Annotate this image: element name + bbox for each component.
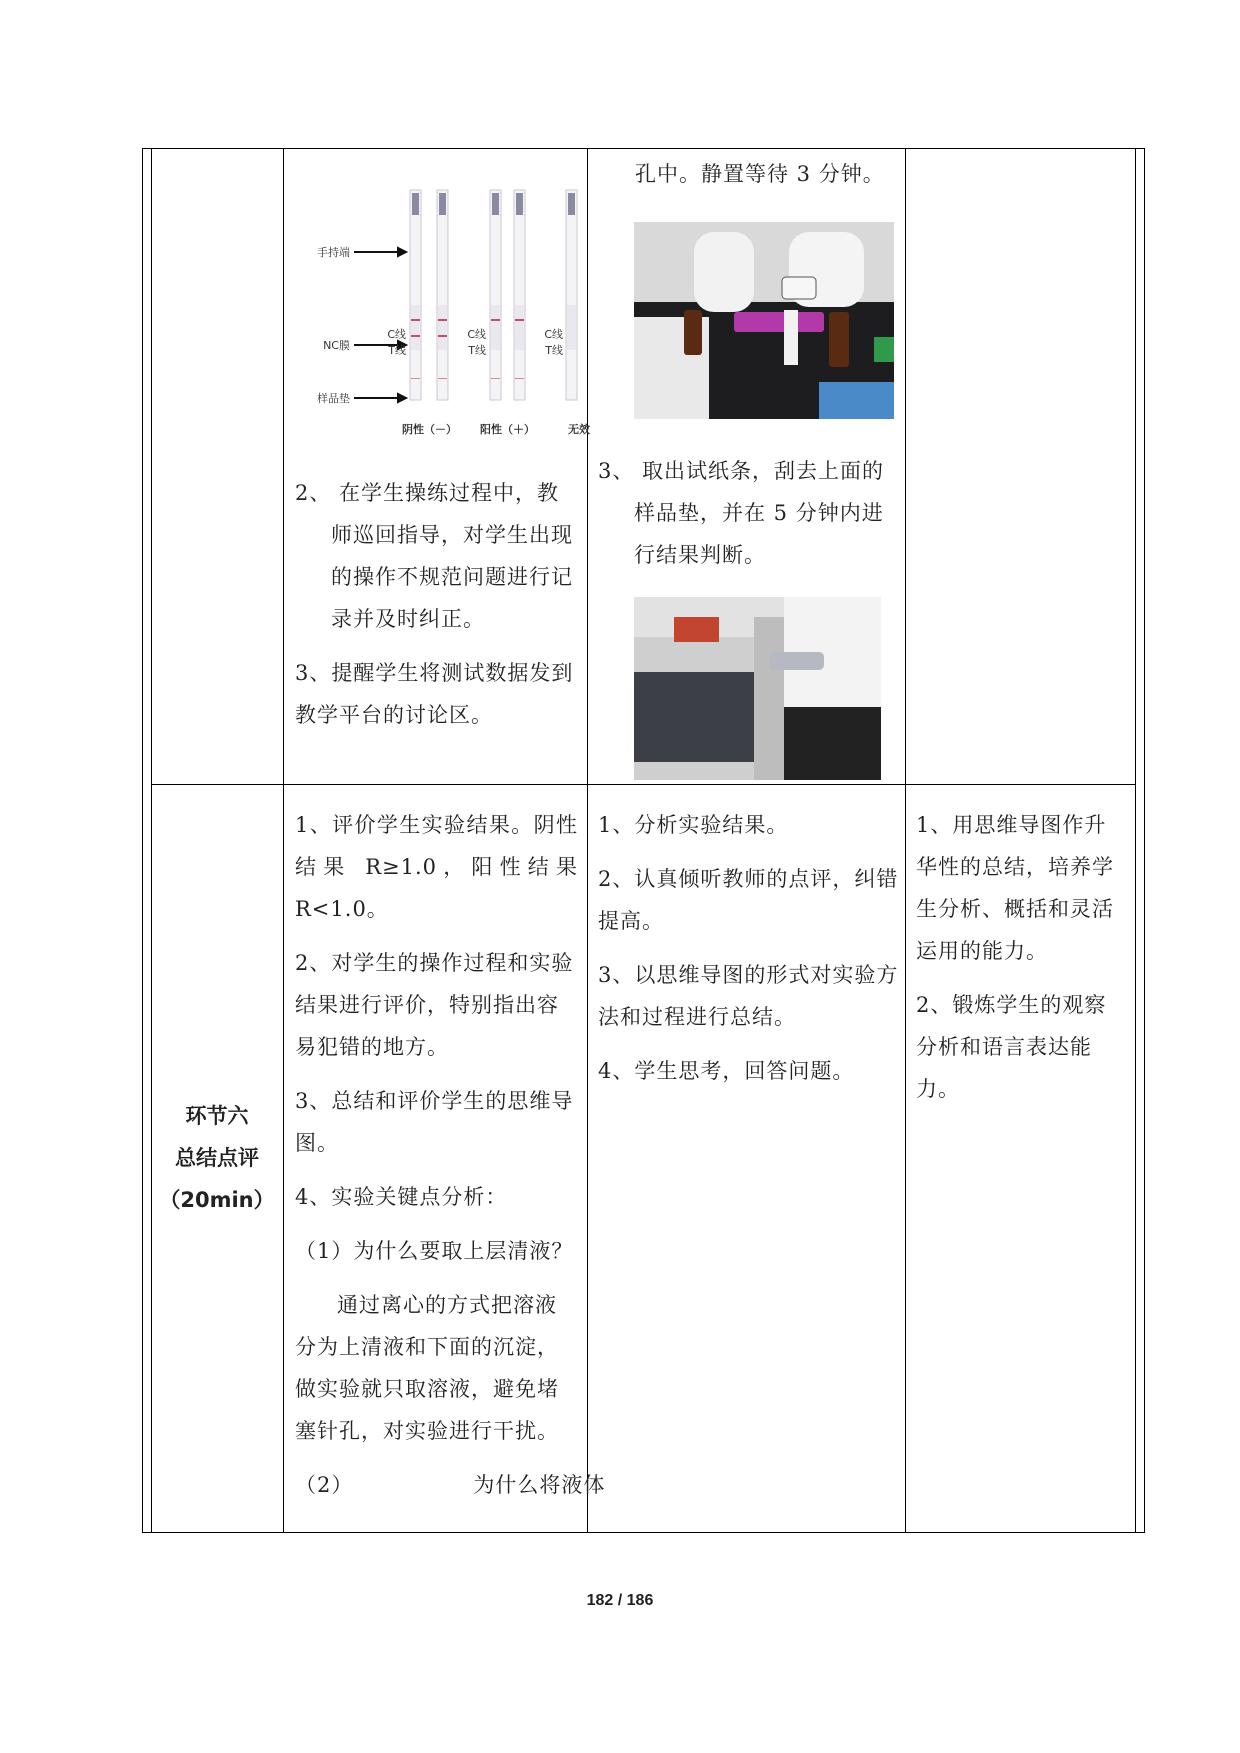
- c-line-mark: [515, 319, 524, 321]
- question-1: （1）为什么要取上层清液？: [295, 1239, 574, 1263]
- stage-duration: （20min）: [159, 1188, 275, 1212]
- column-divider-3: [905, 148, 906, 1533]
- t-line-mark: [438, 335, 447, 337]
- table-left-border-outer: [142, 148, 143, 1533]
- lab-photo-incubation: [634, 222, 894, 419]
- evaluate-process: 2、对学生的操作过程和实验结果进行评价，特别指出容易犯错的地方。: [295, 951, 574, 1059]
- question-2-number: （2）: [295, 1473, 354, 1497]
- c-line-mark: [438, 319, 447, 321]
- sample-pad-label: 样品垫: [317, 392, 350, 405]
- question-2: [295, 1464, 606, 1506]
- student-listen: 2、认真倾听教师的点评，纠错提高。: [598, 867, 899, 933]
- handle-label: 手持端: [317, 246, 350, 259]
- page-number: 182 / 186: [586, 1592, 654, 1609]
- c-line-label: C线: [467, 328, 486, 341]
- t-line-label: T线: [468, 344, 486, 357]
- teacher-step-3: 3、提醒学生将测试数据发到教学平台的讨论区。: [295, 661, 574, 727]
- lab-photo-reader-svg: [634, 597, 881, 780]
- table-left-border-inner: [151, 148, 152, 1533]
- student-answer: 4、学生思考，回答问题。: [598, 1059, 855, 1083]
- evaluate-mindmap: 3、总结和评价学生的思维导图。: [295, 1089, 574, 1155]
- lab-photo-reader: [634, 597, 881, 780]
- intent-2: 2、锻炼学生的观察分析和语言表达能力。: [916, 993, 1107, 1101]
- row1-col3-step3: [598, 450, 900, 576]
- student-analyze: 1、分析实验结果。: [598, 813, 789, 837]
- row1-col2-text: [295, 472, 578, 736]
- c-line-label: C线: [544, 328, 563, 341]
- evaluate-results: 1、评价学生实验结果。阴性结果 R≥1.0，阳性结果 R<1.0。: [295, 813, 578, 921]
- row1-col3-top-text: [635, 153, 900, 195]
- table-top-border: [142, 148, 1145, 149]
- c-line-mark: [491, 319, 500, 321]
- test-strip-diagram-svg: [310, 185, 590, 445]
- positive-label: 阳性（＋）: [480, 423, 535, 436]
- stage-name: 环节六: [185, 1104, 249, 1128]
- teacher-step-2: 2、 在学生操练过程中，教师巡回指导，对学生出现的操作不规范问题进行记录并及时纠正。: [295, 481, 573, 631]
- row2-teacher-activity: [295, 804, 606, 1529]
- column-divider-2: [587, 148, 588, 1533]
- nc-label: NC膜: [323, 339, 350, 352]
- intent-1: 1、用思维导图作升华性的总结，培养学生分析、概括和灵活运用的能力。: [916, 813, 1114, 963]
- t-line-label: T线: [545, 344, 563, 357]
- row2-design-intent: [916, 804, 1128, 1110]
- stage-title: 总结点评: [175, 1146, 259, 1170]
- invalid-label: 无效: [568, 423, 590, 436]
- table-bottom-border: [142, 1532, 1145, 1533]
- table-right-border-inner: [1135, 148, 1136, 1533]
- stage-label: [151, 1095, 283, 1221]
- question-2-text: 为什么将液体: [473, 1473, 606, 1497]
- negative-label: 阴性（－）: [402, 423, 457, 436]
- row-divider: [151, 784, 1136, 785]
- row2-student-activity: [598, 804, 900, 1092]
- table-right-border-outer: [1144, 148, 1145, 1533]
- student-mindmap: 3、以思维导图的形式对实验方法和过程进行总结。: [598, 963, 899, 1029]
- key-points-heading: 4、实验关键点分析：: [295, 1185, 508, 1209]
- c-line-mark: [411, 319, 420, 321]
- c-line-label: C线: [387, 328, 406, 341]
- test-strip-diagram: [310, 185, 590, 445]
- t-line-label: T线: [388, 344, 406, 357]
- lab-photo-incubation-svg: [634, 222, 894, 419]
- student-step-wait: 孔中。静置等待 3 分钟。: [635, 162, 885, 186]
- student-step-3: 3、 取出试纸条，刮去上面的样品垫，并在 5 分钟内进行结果判断。: [598, 459, 885, 567]
- column-divider-1: [283, 148, 284, 1533]
- answer-1: 通过离心的方式把溶液分为上清液和下面的沉淀，做实验就只取溶液，避免堵塞针孔，对实验进行干扰。: [295, 1293, 559, 1443]
- t-line-mark: [411, 335, 420, 337]
